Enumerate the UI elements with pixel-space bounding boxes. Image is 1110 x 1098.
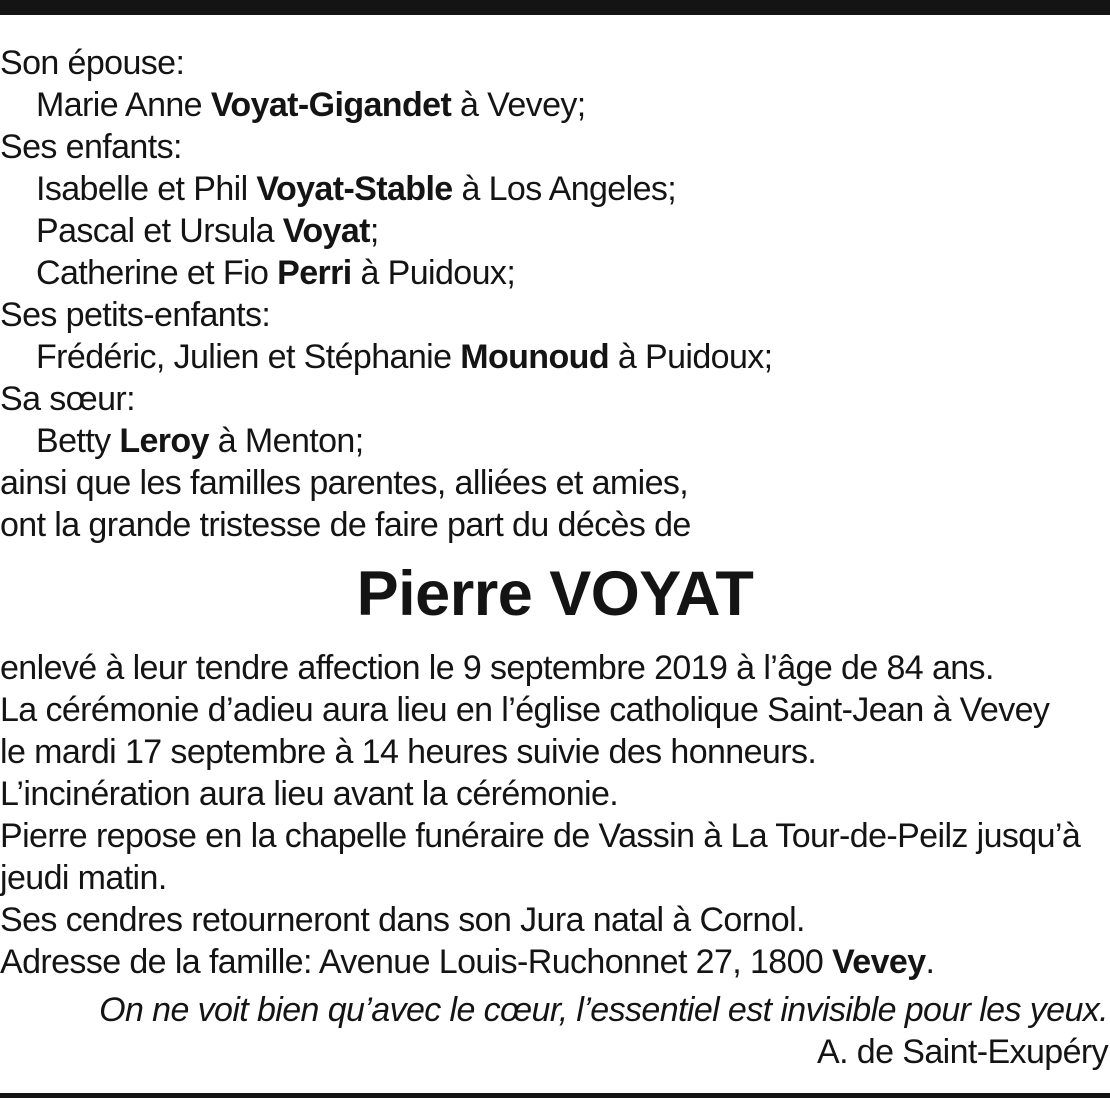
- member-suffix: à Puidoux;: [608, 338, 773, 376]
- member-prefix: Catherine et Fio: [36, 254, 278, 292]
- member-suffix: à Menton;: [208, 422, 364, 460]
- body-line-6: jeudi matin.: [0, 859, 167, 897]
- bottom-rule: [0, 1093, 1110, 1098]
- member-surname: Leroy: [119, 422, 209, 460]
- family-label-sister: Sa sœur:: [0, 380, 136, 418]
- member-surname: Perri: [277, 254, 352, 292]
- body-line-2: La cérémonie d’adieu aura lieu en l’église catholique Saint-Jean à Vevey: [0, 691, 1050, 729]
- member-surname: Voyat-Stable: [256, 170, 453, 208]
- body-line-3: le mardi 17 septembre à 14 heures suivie des honneurs.: [0, 733, 817, 771]
- address-line: [0, 941, 934, 983]
- epigraph-quote: On ne voit bien qu’avec le cœur, l’essentiel est invisible pour les yeux.: [99, 991, 1108, 1029]
- member-suffix: à Puidoux;: [351, 254, 516, 292]
- deceased-name: Pierre VOYAT: [356, 559, 754, 629]
- family-member-sister: [36, 420, 364, 462]
- top-rule: [0, 0, 1110, 15]
- family-member-child-2: [36, 210, 379, 252]
- member-suffix: à Vevey;: [451, 86, 586, 124]
- family-label-spouse: Son épouse:: [0, 44, 185, 82]
- member-suffix: à Los Angeles;: [452, 170, 677, 208]
- address-text: Adresse de la famille: Avenue Louis-Ruchonnet 27, 1800: [0, 943, 833, 981]
- member-surname: Voyat-Gigandet: [210, 86, 452, 124]
- address-city: Vevey: [832, 943, 926, 981]
- member-prefix: Frédéric, Julien et Stéphanie: [36, 338, 461, 376]
- family-member-grandchildren: [36, 336, 773, 378]
- family-member-child-1: [36, 168, 676, 210]
- family-member-child-3: [36, 252, 515, 294]
- body-line-4: L’incinération aura lieu avant la cérémonie.: [0, 775, 619, 813]
- member-suffix: ;: [369, 212, 379, 250]
- intro-line-2: ont la grande tristesse de faire part du décès de: [0, 506, 691, 544]
- intro-line-1: ainsi que les familles parentes, alliées et amies,: [0, 464, 689, 502]
- epigraph-author: A. de Saint-Exupéry: [817, 1033, 1108, 1071]
- member-surname: Voyat: [282, 212, 370, 250]
- family-label-children: Ses enfants:: [0, 128, 182, 166]
- body-line-1: enlevé à leur tendre affection le 9 septembre 2019 à l’âge de 84 ans.: [0, 649, 994, 687]
- address-end: .: [925, 943, 935, 981]
- body-line-7: Ses cendres retourneront dans son Jura natal à Cornol.: [0, 901, 805, 939]
- member-prefix: Marie Anne: [36, 86, 211, 124]
- member-prefix: Pascal et Ursula: [36, 212, 283, 250]
- family-label-grandchildren: Ses petits-enfants:: [0, 296, 271, 334]
- body-line-5: Pierre repose en la chapelle funéraire de Vassin à La Tour-de-Peilz jusqu’à: [0, 817, 1081, 855]
- member-prefix: Betty: [36, 422, 120, 460]
- member-surname: Mounoud: [460, 338, 609, 376]
- family-member-spouse: [36, 84, 586, 126]
- member-prefix: Isabelle et Phil: [36, 170, 257, 208]
